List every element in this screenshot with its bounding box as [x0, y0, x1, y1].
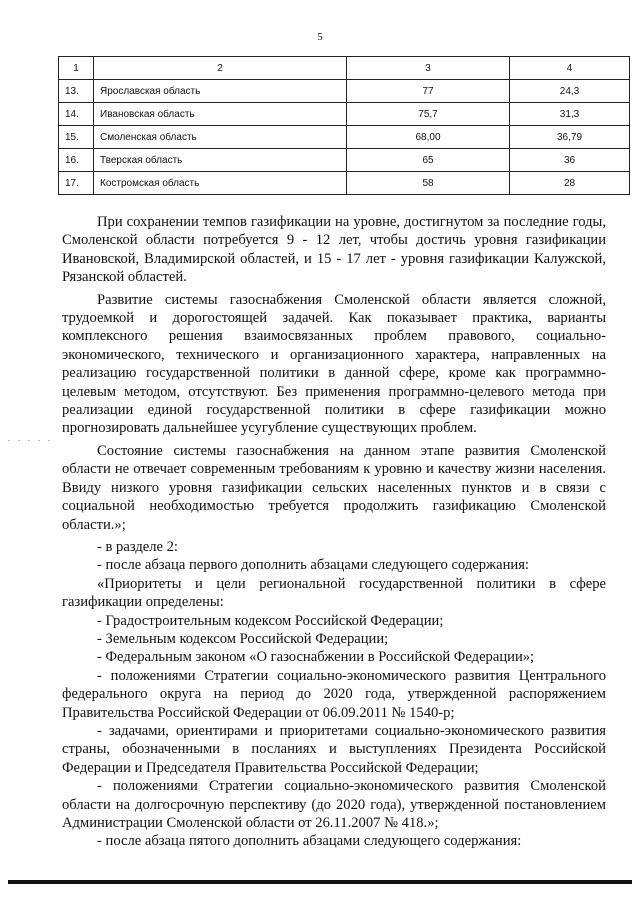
- value-cell: 31,3: [510, 103, 630, 126]
- list-item: - Градостроительным кодексом Российской Федерации;: [97, 612, 444, 629]
- value-cell: 75,7: [347, 103, 510, 126]
- paragraph-section-2: - в разделе 2:: [97, 538, 178, 555]
- value-cell: 36,79: [510, 126, 630, 149]
- row-number-cell: 16.: [59, 149, 94, 172]
- page-number: 5: [317, 31, 323, 43]
- list-item: - Федеральным законом «О газоснабжении в Российской Федерации»;: [97, 649, 535, 666]
- region-name-cell: Ивановская область: [94, 103, 347, 126]
- table-header-cell: 1: [59, 57, 94, 80]
- table-row: [59, 103, 630, 126]
- value-cell: 58: [347, 172, 510, 195]
- table-row: [59, 126, 630, 149]
- row-number-cell: 14.: [59, 103, 94, 126]
- list-item: - положениями Стратегии социально-экономического развития Центрального федерального округа на период до 2020 года, утвержденной распоряжением Правительства Российской Федерации от 06.09.2011 № 1540-р;: [62, 667, 606, 721]
- row-number-cell: 15.: [59, 126, 94, 149]
- list-item: - Земельным кодексом Российской Федерации;: [97, 630, 389, 647]
- bottom-scan-rule: [8, 880, 632, 884]
- table-header-cell: 4: [510, 57, 630, 80]
- region-name-cell: Смоленская область: [94, 126, 347, 149]
- value-cell: 65: [347, 149, 510, 172]
- list-item: - задачами, ориентирами и приоритетами социально-экономического развития страны, обозначенными в посланиях и выступлениях Президента Российской Федерации и Председателя Правительства Российской Федерации;: [62, 722, 606, 776]
- value-cell: 77: [347, 80, 510, 103]
- value-cell: 68,00: [347, 126, 510, 149]
- table-row: [59, 149, 630, 172]
- region-name-cell: Ярославская область: [94, 80, 347, 103]
- table-header-row: [59, 57, 630, 80]
- paragraph-gasification-pace: При сохранении темпов газификации на уровне, достигнутом за последние годы, Смоленской области потребуется 9 - 12 лет, чтобы достичь уровня газификации Ивановской, Владимирской областей, и 15 - 17 лет - уровня газификации Калужской, Рязанской областей.: [62, 214, 606, 286]
- row-number-cell: 13.: [59, 80, 94, 103]
- paragraph-priorities: «Приоритеты и цели региональной государственной политики в сфере газификации определены:: [62, 575, 606, 611]
- paragraph-system-development: Развитие системы газоснабжения Смоленской области является сложной, трудоемкой и дорогостоящей задачей. Как показывает практика, варианты комплексного решения взаимосвязанных проблем правового, социально-экономического, технического и организационного характера, направленных на реализацию государственной политики в данной сфере, кроме как программно-целевым методом, отсутствуют. Без применения программно-целевого метода при реализации единой государственной политики в сфере газификации можно прогнозировать дальнейшее усугубление существующих проблем.: [62, 291, 606, 437]
- table-row: [59, 80, 630, 103]
- region-name-cell: Костромская область: [94, 172, 347, 195]
- document-body: [62, 213, 606, 851]
- value-cell: 24,3: [510, 80, 630, 103]
- paragraph-system-state: Состояние системы газоснабжения на данном этапе развития Смоленской области не отвечает современным требованиям к уровню и качеству жизни населения. Ввиду низкого уровня газификации сельских населенных пунктов и в связи с социальной необходимостью требуется продолжить газификацию Смоленской области.»;: [62, 442, 606, 533]
- value-cell: 28: [510, 172, 630, 195]
- row-number-cell: 17.: [59, 172, 94, 195]
- region-name-cell: Тверская область: [94, 149, 347, 172]
- list-item: - положениями Стратегии социально-экономического развития Смоленской области на долгосрочную перспективу (до 2020 года), утвержденной постановлением Администрации Смоленской области от 26.11.2007 № 418.»;: [62, 778, 606, 831]
- table-header-cell: 2: [94, 57, 347, 80]
- table-row: [59, 172, 630, 195]
- margin-marks: . . . . .: [8, 434, 53, 443]
- paragraph-after-fifth: - после абзаца пятого дополнить абзацами следующего содержания:: [97, 833, 522, 850]
- table-header-cell: 3: [347, 57, 510, 80]
- paragraph-after-first: - после абзаца первого дополнить абзацами следующего содержания:: [97, 557, 529, 574]
- gasification-table: [58, 56, 630, 195]
- value-cell: 36: [510, 149, 630, 172]
